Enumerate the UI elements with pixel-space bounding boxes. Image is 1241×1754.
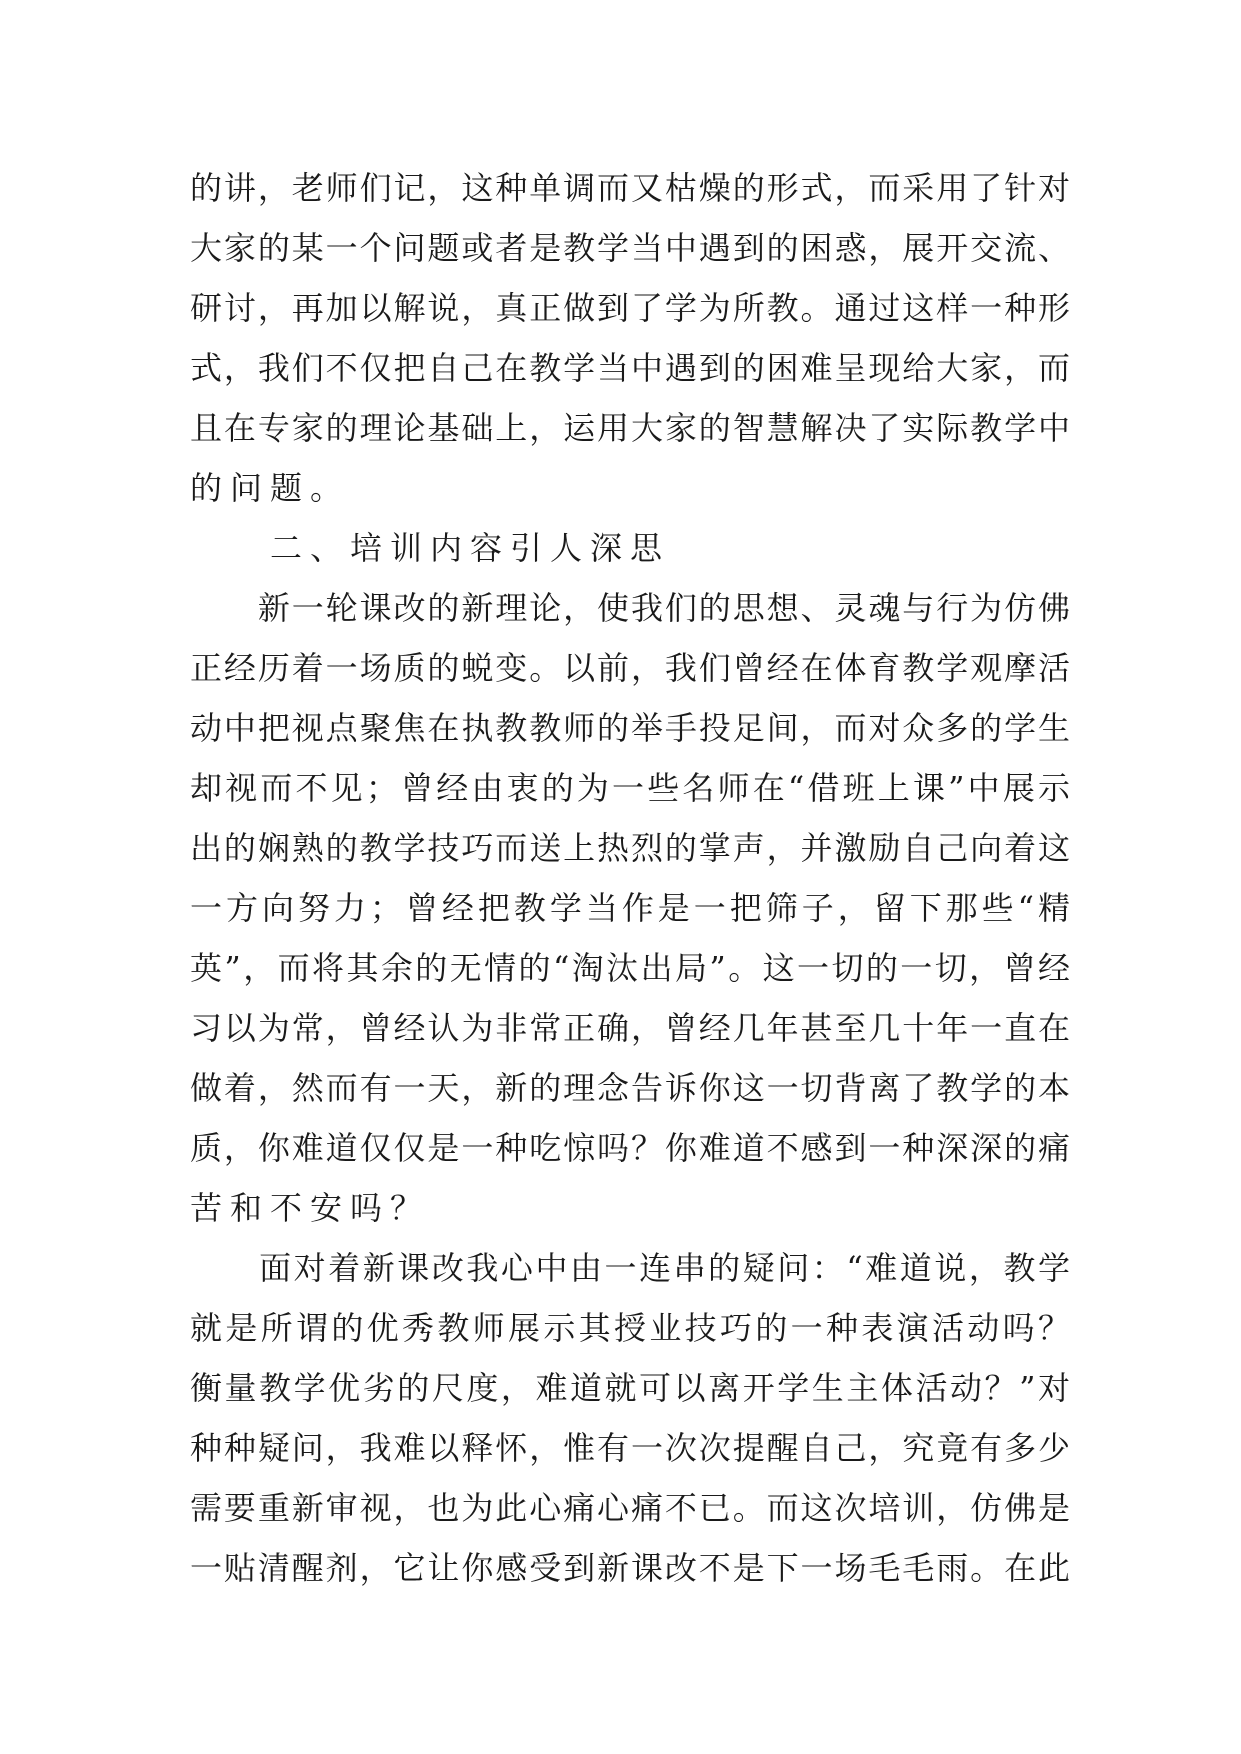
text-line: 的讲，老师们记，这种单调而又枯燥的形式，而采用了针对	[190, 169, 1070, 207]
text-line: 习以为常，曾经认为非常正确，曾经几年甚至几十年一直在	[190, 1009, 1070, 1047]
text-line: 一方向努力；曾经把教学当作是一把筛子，留下那些“精	[190, 889, 1070, 927]
text-line: 种种疑问，我难以释怀，惟有一次次提醒自己，究竟有多少	[190, 1429, 1070, 1467]
text-line: 做着，然而有一天，新的理念告诉你这一切背离了教学的本	[190, 1069, 1070, 1107]
text-line: 大家的某一个问题或者是教学当中遇到的困惑，展开交流、	[190, 229, 1070, 267]
text-line: 新一轮课改的新理论，使我们的思想、灵魂与行为仿佛	[190, 589, 1070, 627]
text-line: 英”，而将其余的无情的“淘汰出局”。这一切的一切，曾经	[190, 949, 1070, 987]
text-line: 就是所谓的优秀教师展示其授业技巧的一种表演活动吗？	[190, 1309, 1070, 1347]
text-line: 面对着新课改我心中由一连串的疑问：“难道说，教学	[190, 1249, 1070, 1287]
text-line: 的问题。	[190, 469, 351, 507]
section-heading: 二、培训内容引人深思	[190, 529, 671, 567]
text-line: 式，我们不仅把自己在教学当中遇到的困难呈现给大家，而	[190, 349, 1070, 387]
text-line: 研讨，再加以解说，真正做到了学为所教。通过这样一种形	[190, 289, 1070, 327]
text-line: 且在专家的理论基础上，运用大家的智慧解决了实际教学中	[190, 409, 1070, 447]
text-line: 需要重新审视，也为此心痛心痛不已。而这次培训，仿佛是	[190, 1489, 1070, 1527]
text-line: 质，你难道仅仅是一种吃惊吗？你难道不感到一种深深的痛	[190, 1129, 1070, 1167]
text-line: 苦和不安吗？	[190, 1189, 431, 1227]
text-line: 衡量教学优劣的尺度，难道就可以离开学生主体活动？”对	[190, 1369, 1070, 1407]
text-line: 正经历着一场质的蜕变。以前，我们曾经在体育教学观摩活	[190, 649, 1070, 687]
body-text	[190, 158, 1070, 1598]
text-line: 动中把视点聚焦在执教教师的举手投足间，而对众多的学生	[190, 709, 1070, 747]
text-line: 却视而不见；曾经由衷的为一些名师在“借班上课”中展示	[190, 769, 1070, 807]
text-line: 一贴清醒剂，它让你感受到新课改不是下一场毛毛雨。在此	[190, 1549, 1070, 1587]
text-line: 出的娴熟的教学技巧而送上热烈的掌声，并激励自己向着这	[190, 829, 1070, 867]
